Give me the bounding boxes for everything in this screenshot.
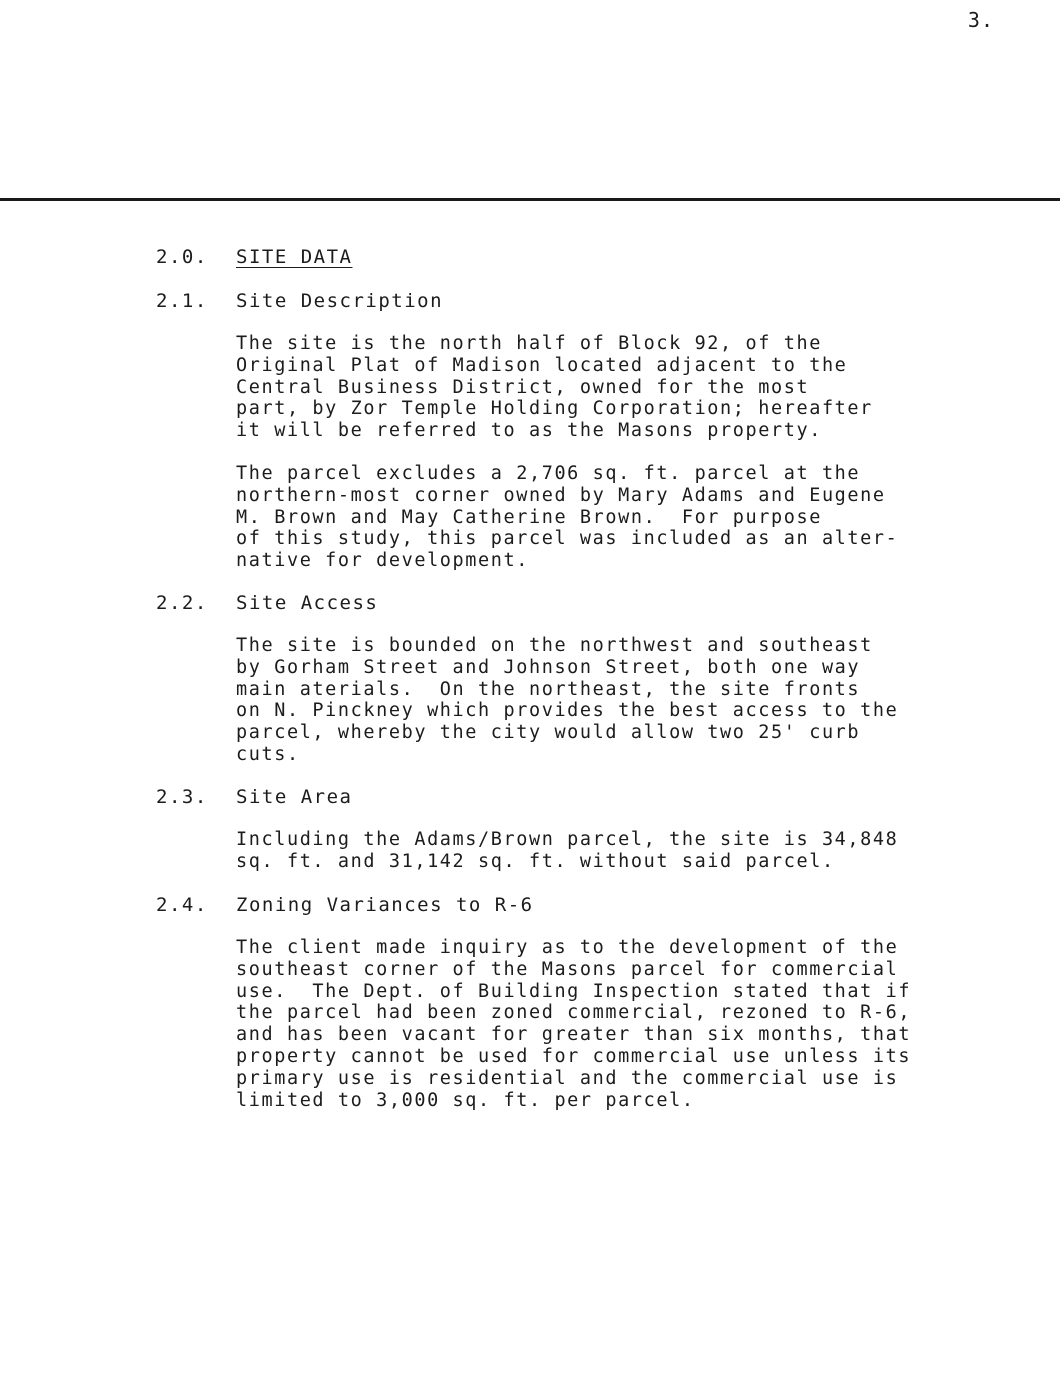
paragraph: The site is the north half of Block 92, of the Original Plat of Madison located adjacent to the Central Business District, owned for the most part, by Zor Temple Holding Corporation; hereafter it will be referred to as the Masons property. — [236, 333, 873, 442]
section-number: 2.0. — [156, 246, 208, 268]
section-title: Site Area — [236, 786, 353, 808]
section-number: 2.2. — [156, 592, 208, 614]
paragraph: The client made inquiry as to the development of the southeast corner of the Masons parcel for commercial use. The Dept. of Building Inspection stated that if the parcel had been zoned commercial, rezoned to R-6, and has been vacant for greater than six months, that property cannot be used for commercial use unless its primary use is residential and the commercial use is limited to 3,000 sq. ft. per parcel. — [236, 937, 912, 1111]
section-title: Zoning Variances to R-6 — [236, 894, 534, 916]
paragraph: The parcel excludes a 2,706 sq. ft. parcel at the northern-most corner owned by Mary Adams and Eugene M. Brown and May Catherine Brown. For purpose of this study, this parcel was included as an alter- native for development. — [236, 463, 899, 572]
paragraph: The site is bounded on the northwest and southeast by Gorham Street and Johnson Street, both one way main aterials. On the northeast, the site fronts on N. Pinckney which provides the best access to the parcel, whereby the city would allow two 25' curb cuts. — [236, 635, 899, 765]
header-rule — [0, 198, 1060, 201]
section-title: SITE DATA — [236, 246, 353, 268]
section-number: 2.3. — [156, 786, 208, 808]
paragraph: Including the Adams/Brown parcel, the site is 34,848 sq. ft. and 31,142 sq. ft. without said parcel. — [236, 829, 899, 872]
section-title: Site Description — [236, 290, 444, 312]
section-title: Site Access — [236, 592, 379, 614]
section-number: 2.1. — [156, 290, 208, 312]
page-number: 3. — [967, 8, 994, 32]
section-number: 2.4. — [156, 894, 208, 916]
